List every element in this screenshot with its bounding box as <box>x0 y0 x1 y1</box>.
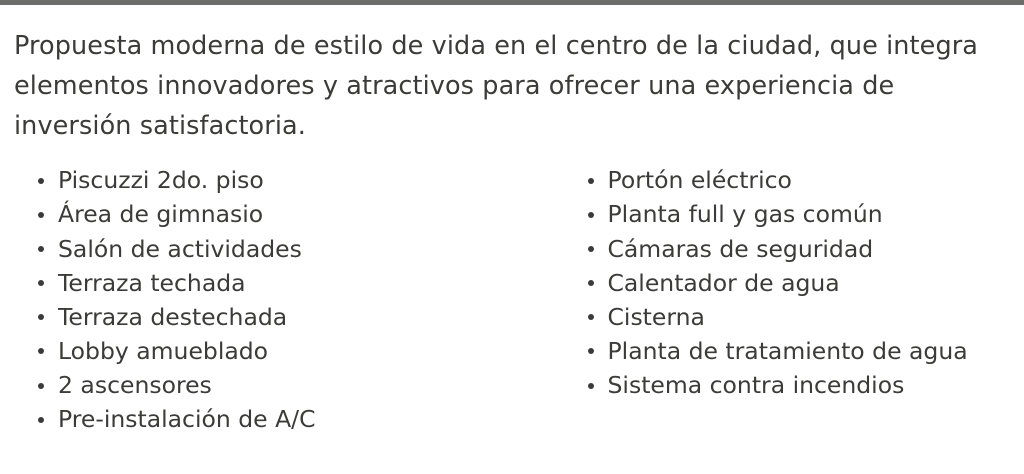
bullet-icon <box>38 212 44 218</box>
bullet-icon <box>38 417 44 423</box>
bullet-icon <box>38 348 44 354</box>
feature-list-right <box>582 164 1011 402</box>
list-item <box>32 301 582 334</box>
list-item <box>32 369 582 402</box>
list-item-label: Portón eléctrico <box>607 166 792 195</box>
bullet-icon <box>38 383 44 389</box>
bullet-icon <box>588 246 594 252</box>
list-item <box>32 233 582 266</box>
list-item-label: Sistema contra incendios <box>607 371 905 400</box>
list-item <box>32 335 582 368</box>
bullet-icon <box>38 178 44 184</box>
list-item-label: Salón de actividades <box>58 234 302 263</box>
bullet-icon <box>588 280 594 286</box>
list-item-label: Cámaras de seguridad <box>607 234 874 263</box>
list-item <box>32 403 582 436</box>
list-item <box>582 301 1011 334</box>
list-item-label: Lobby amueblado <box>58 336 269 365</box>
list-item-label: Área de gimnasio <box>58 200 264 229</box>
bullet-icon <box>588 314 594 320</box>
list-item <box>32 198 582 231</box>
list-item <box>582 267 1011 300</box>
list-item-label: Terraza techada <box>58 268 246 297</box>
list-item <box>32 164 582 197</box>
bullet-icon <box>38 280 44 286</box>
list-item-label: Piscuzzi 2do. piso <box>58 166 264 195</box>
feature-column-right <box>582 164 1011 403</box>
feature-column-left <box>14 164 582 437</box>
list-item-label: Terraza destechada <box>58 302 288 331</box>
list-item-label: 2 ascensores <box>58 371 212 400</box>
list-item-label: Pre-instalación de A/C <box>58 405 316 434</box>
list-item <box>582 164 1011 197</box>
intro-paragraph: Propuesta moderna de estilo de vida en el centro de la ciudad, que integra elementos innovadores y atractivos para ofrecer una experiencia de inversión satisfactoria. <box>14 31 979 141</box>
feature-columns <box>14 164 1010 437</box>
bullet-icon <box>588 212 594 218</box>
bullet-icon <box>38 314 44 320</box>
list-item-label: Cisterna <box>607 302 705 331</box>
document-content <box>0 5 1024 437</box>
list-item <box>582 369 1011 402</box>
list-item-label: Planta full y gas común <box>607 200 883 229</box>
list-item-label: Calentador de agua <box>607 268 840 297</box>
bullet-icon <box>588 383 594 389</box>
feature-list-left <box>32 164 582 436</box>
bullet-icon <box>38 246 44 252</box>
list-item <box>32 267 582 300</box>
list-item <box>582 233 1011 266</box>
list-item-label: Planta de tratamiento de agua <box>607 336 968 365</box>
list-item <box>582 335 1011 368</box>
list-item <box>582 198 1011 231</box>
bullet-icon <box>588 178 594 184</box>
bullet-icon <box>588 348 594 354</box>
